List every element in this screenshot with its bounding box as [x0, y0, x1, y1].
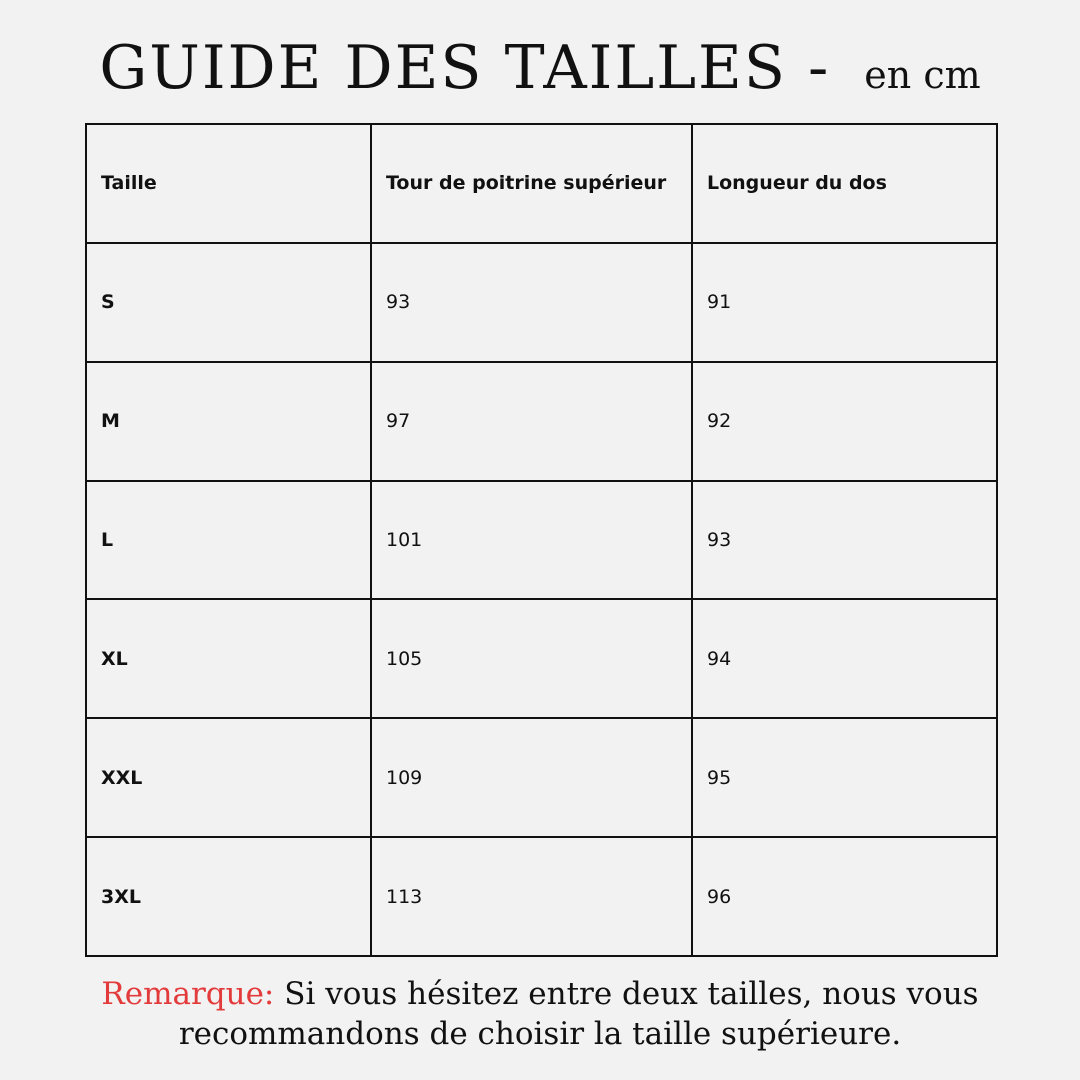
chest-cell: 113 [371, 837, 692, 956]
table-row [86, 718, 997, 837]
chest-cell: 97 [371, 362, 692, 481]
table-row [86, 599, 997, 718]
size-chart-table [85, 123, 998, 957]
chest-cell: 93 [371, 243, 692, 362]
size-cell: M [86, 362, 371, 481]
table-row [86, 837, 997, 956]
remark-text-1: Si vous hésitez entre deux tailles, nous vous [274, 976, 979, 1012]
header-size: Taille [86, 124, 371, 243]
title-main: GUIDE DES TAILLES - [99, 33, 831, 103]
size-cell: L [86, 481, 371, 600]
remark-line-2: recommandons de choisir la taille supérieure. [178, 1016, 902, 1052]
size-cell: XL [86, 599, 371, 718]
chest-cell: 101 [371, 481, 692, 600]
header-chest: Tour de poitrine supérieur [371, 124, 692, 243]
back-length-cell: 91 [692, 243, 997, 362]
back-length-cell: 95 [692, 718, 997, 837]
table-row [86, 243, 997, 362]
remark-note [0, 974, 1080, 1054]
chest-cell: 105 [371, 599, 692, 718]
table-row [86, 481, 997, 600]
back-length-cell: 92 [692, 362, 997, 481]
back-length-cell: 93 [692, 481, 997, 600]
remark-line-1 [0, 974, 1080, 1014]
remark-label: Remarque: [101, 976, 275, 1012]
back-length-cell: 96 [692, 837, 997, 956]
size-cell: XXL [86, 718, 371, 837]
page-title [0, 33, 1080, 103]
size-cell: 3XL [86, 837, 371, 956]
chest-cell: 109 [371, 718, 692, 837]
back-length-cell: 94 [692, 599, 997, 718]
size-cell: S [86, 243, 371, 362]
table-header-row [86, 124, 997, 243]
table-row [86, 362, 997, 481]
title-unit: en cm [864, 53, 981, 97]
header-back-length: Longueur du dos [692, 124, 997, 243]
